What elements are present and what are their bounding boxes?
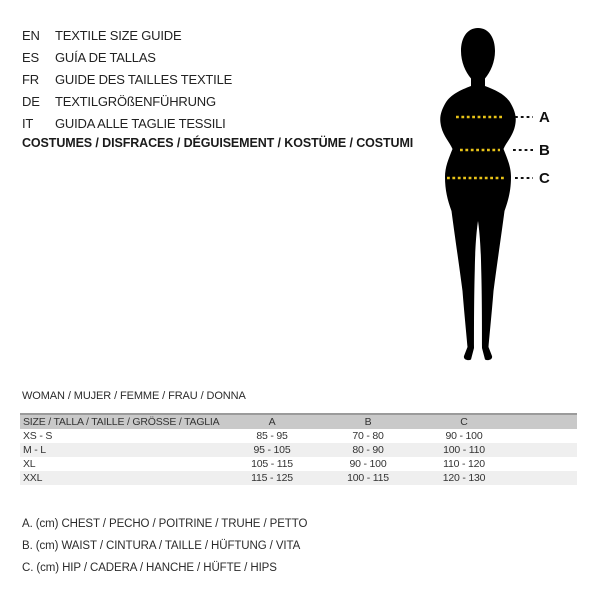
spacer-cell bbox=[512, 471, 577, 485]
size-table bbox=[20, 413, 577, 485]
legend-line-chest: A. (cm) CHEST / PECHO / POITRINE / TRUHE / PETTO bbox=[22, 518, 308, 530]
language-code: FR bbox=[22, 71, 39, 87]
chest-range-cell: 105 - 115 bbox=[251, 458, 293, 470]
column-header-c: C bbox=[416, 414, 512, 429]
language-code: EN bbox=[22, 27, 40, 43]
column-header-a: A bbox=[224, 414, 320, 429]
language-row-fr bbox=[22, 68, 232, 90]
language-row-es bbox=[22, 46, 232, 68]
size-column-header: SIZE / TALLA / TAILLE / GRÖSSE / TAGLIA bbox=[20, 414, 224, 429]
legend-line-waist: B. (cm) WAIST / CINTURA / TAILLE / HÜFTUNG / VITA bbox=[22, 540, 301, 552]
language-label: GUIDA ALLE TAGLIE TESSILI bbox=[55, 115, 226, 131]
table-row bbox=[20, 429, 577, 443]
size-guide-figure bbox=[420, 20, 600, 380]
language-list bbox=[22, 24, 232, 134]
legend-line-hip: C. (cm) HIP / CADERA / HANCHE / HÜFTE / HIPS bbox=[22, 562, 277, 574]
waist-range-cell: 80 - 90 bbox=[352, 444, 384, 456]
hip-range-cell: 120 - 130 bbox=[442, 472, 486, 484]
spacer-cell bbox=[512, 443, 577, 457]
chest-range-cell: 85 - 95 bbox=[256, 430, 288, 442]
table-row bbox=[20, 443, 577, 457]
size-cell: XL bbox=[23, 458, 36, 470]
language-row-it bbox=[22, 112, 232, 134]
column-header-spacer bbox=[512, 414, 577, 429]
size-cell: XS - S bbox=[23, 430, 53, 442]
woman-silhouette-icon bbox=[440, 28, 516, 360]
language-code: ES bbox=[22, 49, 39, 65]
language-code: IT bbox=[22, 115, 34, 131]
language-code: DE bbox=[22, 93, 40, 109]
language-label: GUÍA DE TALLAS bbox=[55, 49, 156, 65]
measure-label-a: A bbox=[539, 109, 550, 126]
measure-label-c: C bbox=[539, 170, 550, 187]
language-label: GUIDE DES TAILLES TEXTILE bbox=[55, 71, 233, 87]
size-cell: XXL bbox=[23, 472, 43, 484]
size-table-container bbox=[20, 413, 577, 485]
spacer-cell bbox=[512, 429, 577, 443]
chest-range-cell: 95 - 105 bbox=[253, 444, 291, 456]
table-row bbox=[20, 457, 577, 471]
size-cell: M - L bbox=[23, 444, 46, 456]
waist-range-cell: 70 - 80 bbox=[352, 430, 384, 442]
language-label: TEXTILE SIZE GUIDE bbox=[55, 27, 182, 43]
size-table-title: WOMAN / MUJER / FEMME / FRAU / DONNA bbox=[22, 390, 246, 402]
language-row-en bbox=[22, 24, 232, 46]
hip-range-cell: 90 - 100 bbox=[445, 430, 483, 442]
size-table-header-row bbox=[20, 414, 577, 429]
language-row-de bbox=[22, 90, 232, 112]
chest-range-cell: 115 - 125 bbox=[251, 472, 293, 484]
language-label: TEXTILGRÖßENFÜHRUNG bbox=[55, 93, 216, 109]
category-title: COSTUMES / DISFRACES / DÉGUISEMENT / KOSTÜME / COSTUMI bbox=[22, 136, 414, 150]
hip-range-cell: 100 - 110 bbox=[443, 444, 485, 456]
hip-range-cell: 110 - 120 bbox=[443, 458, 485, 470]
measure-legend bbox=[22, 513, 307, 579]
waist-range-cell: 90 - 100 bbox=[349, 458, 387, 470]
spacer-cell bbox=[512, 457, 577, 471]
column-header-b: B bbox=[320, 414, 416, 429]
measure-label-b: B bbox=[539, 142, 550, 159]
table-row bbox=[20, 471, 577, 485]
waist-range-cell: 100 - 115 bbox=[347, 472, 389, 484]
